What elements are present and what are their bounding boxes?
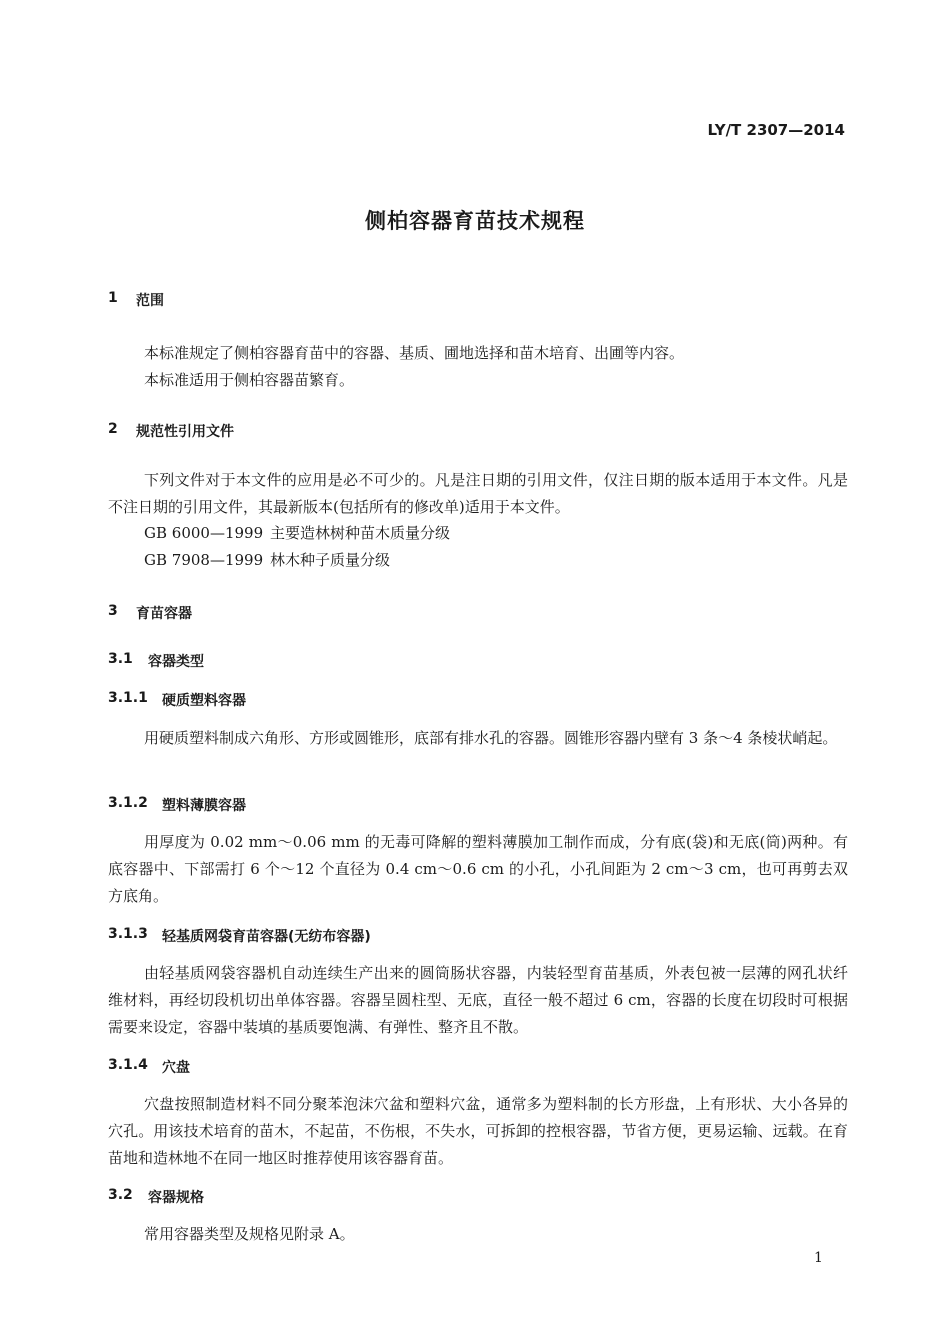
standard-number: LY/T 2307—2014 (707, 121, 845, 139)
section-number: 1 (108, 290, 118, 306)
subsection-3-1-2-heading (0, 795, 950, 815)
section-number: 3.1.1 (108, 690, 148, 706)
paragraph: 本标准适用于侧柏容器苗繁育。 (144, 371, 355, 389)
paragraph: 穴盘按照制造材料不同分聚苯泡沫穴盆和塑料穴盆，通常多为塑料制的长方形盘，上有形状、大小各异的穴孔。用该技术培育的苗木，不起苗，不伤根，不失水，可拆卸的控根容器，节省方便，更易运输、远载。在育苗地和造林地不在同一地区时推荐使用该容器育苗。 (108, 1095, 848, 1167)
section-title: 硬质塑料容器 (162, 693, 246, 709)
subsection-3-2-heading (0, 1187, 950, 1207)
section-title: 穴盘 (162, 1060, 190, 1076)
section-title: 塑料薄膜容器 (162, 798, 246, 814)
paragraph: 用硬质塑料制成六角形、方形或圆锥形，底部有排水孔的容器。圆锥形容器内壁有 3 条～4 条棱状峭起。 (144, 729, 838, 747)
section-title: 育苗容器 (136, 606, 192, 622)
section-2-heading (0, 421, 950, 441)
reference-item (144, 522, 450, 543)
section-title: 容器规格 (148, 1190, 204, 1206)
document-title: 侧柏容器育苗技术规程 (365, 209, 585, 233)
section-number: 3.1.2 (108, 795, 148, 811)
paragraph: 用厚度为 0.02 mm～0.06 mm 的无毒可降解的塑料薄膜加工制作而成，分有底(袋)和无底(筒)两种。有底容器中、下部需打 6 个～12 个直径为 0.4 cm～0.6 cm 的小孔，小孔间距为 2 cm～3 cm，也可再剪去双方底角。 (108, 833, 848, 905)
subsection-3-1-3-heading (0, 926, 950, 946)
subsection-3-1-heading (0, 651, 950, 671)
section-1-heading (0, 290, 950, 310)
section-number: 2 (108, 421, 118, 437)
section-number: 3.1 (108, 651, 133, 667)
section-title: 轻基质网袋育苗容器(无纺布容器) (162, 929, 371, 945)
paragraph: 本标准规定了侧柏容器育苗中的容器、基质、圃地选择和苗木培育、出圃等内容。 (144, 344, 685, 362)
section-title: 容器类型 (148, 654, 204, 670)
section-number: 3.1.3 (108, 926, 148, 942)
section-number: 3.2 (108, 1187, 133, 1203)
reference-item (144, 549, 390, 570)
section-title: 范围 (136, 293, 164, 309)
reference-title: 林木种子质量分级 (270, 551, 391, 569)
reference-code: GB 7908—1999 (144, 551, 264, 569)
paragraph: 由轻基质网袋容器机自动连续生产出来的圆筒肠状容器，内装轻型育苗基质，外表包被一层薄的网孔状纤维材料，再经切段机切出单体容器。容器呈圆柱型、无底，直径一般不超过 6 cm，容器的长度在切段时可根据需要来设定，容器中装填的基质要饱满、有弹性、整齐且不散。 (108, 964, 848, 1036)
section-number: 3.1.4 (108, 1057, 148, 1073)
section-3-heading (0, 603, 950, 623)
reference-code: GB 6000—1999 (144, 524, 264, 542)
subsection-3-1-4-heading (0, 1057, 950, 1077)
section-title: 规范性引用文件 (136, 424, 234, 440)
reference-title: 主要造林树种苗木质量分级 (270, 524, 451, 542)
section-number: 3 (108, 603, 118, 619)
page-number: 1 (814, 1250, 823, 1266)
subsection-3-1-1-heading (0, 690, 950, 710)
paragraph: 下列文件对于本文件的应用是必不可少的。凡是注日期的引用文件，仅注日期的版本适用于本文件。凡是不注日期的引用文件，其最新版本(包括所有的修改单)适用于本文件。 (108, 471, 848, 516)
paragraph: 常用容器类型及规格见附录 A。 (144, 1225, 355, 1243)
